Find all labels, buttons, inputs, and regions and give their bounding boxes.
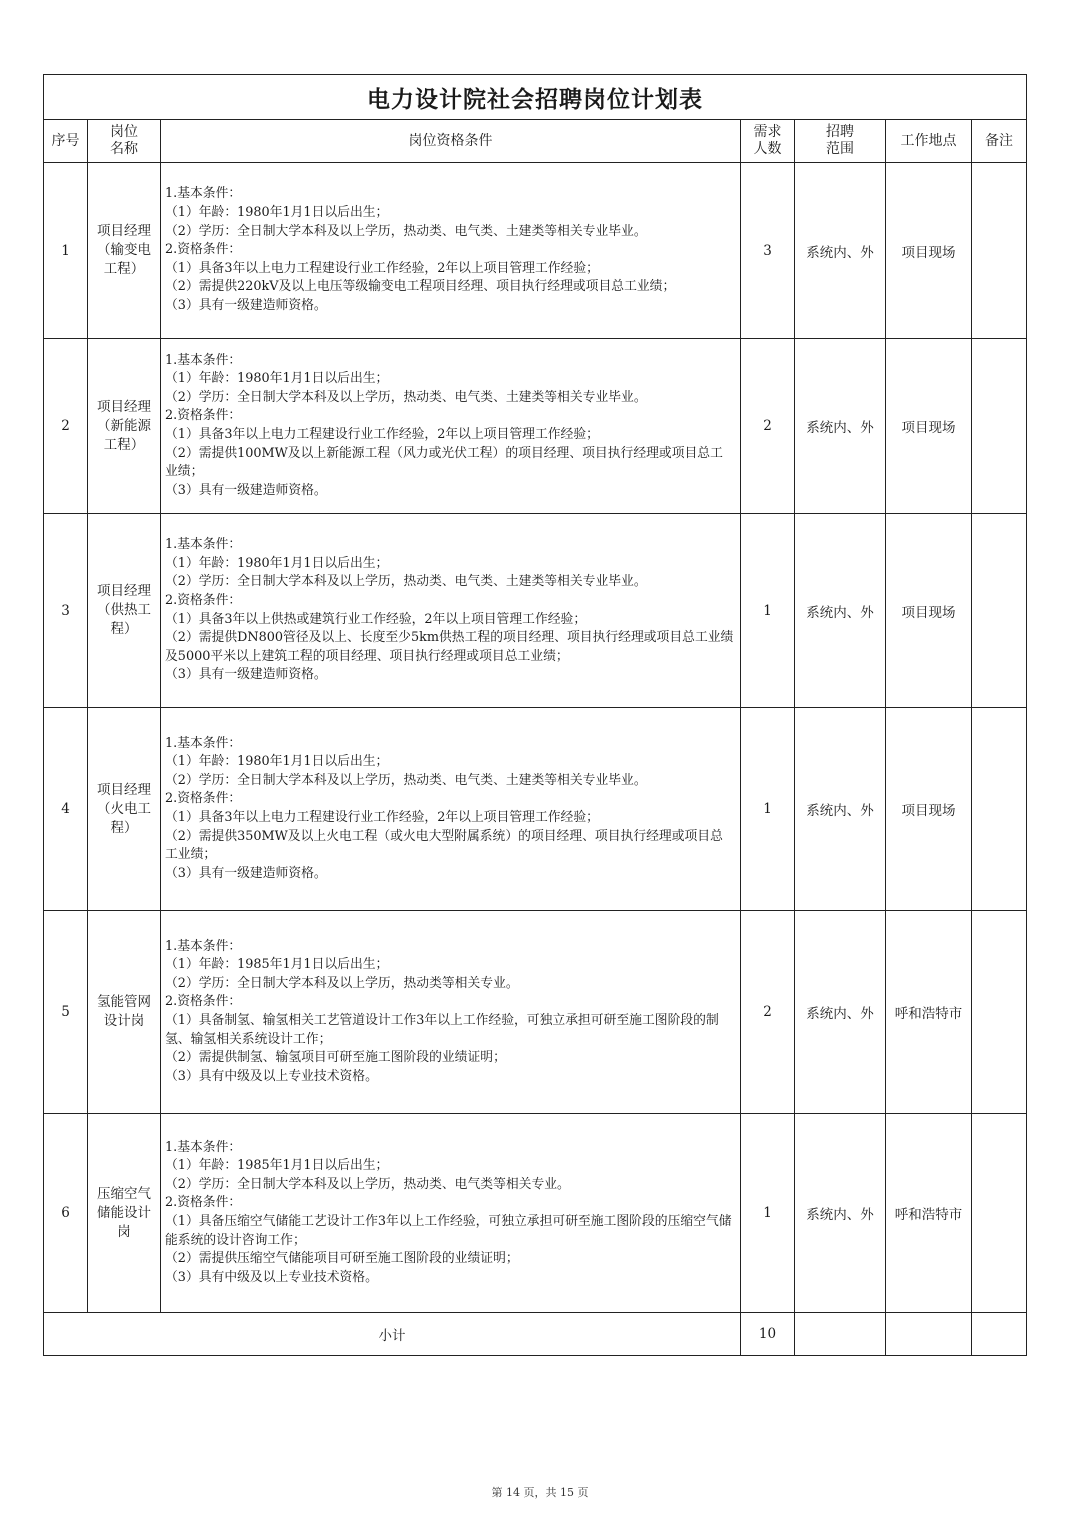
qualification-line: （2）需提供220kV及以上电压等级输变电工程项目经理、项目执行经理或项目总工业绩；	[165, 279, 676, 295]
subtotal-location	[886, 1313, 972, 1356]
row-count: 1	[741, 1114, 795, 1313]
row-scope: 系统内、外	[795, 1114, 886, 1313]
row-position: 氢能管网 设计岗	[88, 911, 161, 1114]
header-qualifications: 岗位资格条件	[161, 120, 741, 163]
row-count: 1	[741, 708, 795, 911]
row-scope: 系统内、外	[795, 708, 886, 911]
qualification-line: （3）具有一级建造师资格。	[165, 482, 327, 498]
header-remark: 备注	[972, 120, 1027, 163]
row-remark	[972, 1114, 1027, 1313]
qualification-line: 2.资格条件：	[165, 994, 242, 1010]
qualification-line: （1）年龄：1980年1月1日以后出生；	[165, 205, 389, 221]
qualification-line: （1）具备3年以上电力工程建设行业工作经验，2年以上项目管理工作经验；	[165, 427, 599, 442]
row-seq: 1	[44, 163, 88, 339]
qualification-line: （1）具备压缩空气储能工艺设计工作3年以上工作经验，可独立承担可研至施工图阶段的压缩空气储能系统的设计咨询工作；	[165, 1214, 732, 1248]
qualification-line: 1.基本条件：	[165, 938, 242, 954]
qualification-line: 1.基本条件：	[165, 735, 242, 751]
row-remark	[972, 339, 1027, 514]
qualification-line: （2）需提供制氢、输氢项目可研至施工图阶段的业绩证明；	[165, 1050, 506, 1066]
table-row	[44, 514, 1027, 708]
qualification-line: （2）学历：全日制大学本科及以上学历，热动类、电气类、土建类等相关专业毕业。	[165, 574, 647, 590]
row-count: 1	[741, 514, 795, 708]
qualification-line: （3）具有一级建造师资格。	[165, 297, 327, 313]
row-position: 项目经理 （供热工 程）	[88, 514, 161, 708]
qualification-line: （2）需提供350MW及以上火电工程（或火电大型附属系统）的项目经理、项目执行经理或项目总工业绩；	[165, 828, 723, 863]
row-remark	[972, 163, 1027, 339]
qualification-line: （2）学历：全日制大学本科及以上学历，热动类等相关专业。	[165, 975, 519, 991]
qualification-line: （3）具有一级建造师资格。	[165, 667, 327, 683]
row-remark	[972, 514, 1027, 708]
qualification-line: 2.资格条件：	[165, 1195, 242, 1211]
row-location: 项目现场	[886, 514, 972, 708]
qualification-line: （2）需提供压缩空气储能项目可研至施工图阶段的业绩证明；	[165, 1251, 519, 1267]
qualification-line: （1）具备3年以上电力工程建设行业工作经验，2年以上项目管理工作经验；	[165, 810, 599, 825]
subtotal-remark	[972, 1313, 1027, 1356]
qualification-line: （2）学历：全日制大学本科及以上学历，热动类、电气类、土建类等相关专业毕业。	[165, 772, 647, 788]
header-position: 岗位 名称	[88, 120, 161, 163]
row-seq: 2	[44, 339, 88, 514]
row-seq: 6	[44, 1114, 88, 1313]
row-qualifications	[161, 514, 741, 708]
qualification-line: 2.资格条件：	[165, 408, 242, 424]
row-seq: 3	[44, 514, 88, 708]
qualification-line: 2.资格条件：	[165, 242, 242, 258]
row-position: 项目经理 （输变电 工程）	[88, 163, 161, 339]
qualification-line: （2）需提供100MW及以上新能源工程（风力或光伏工程）的项目经理、项目执行经理或项目总工业绩；	[165, 445, 723, 480]
row-seq: 4	[44, 708, 88, 911]
row-count: 2	[741, 339, 795, 514]
row-position: 项目经理 （火电工 程）	[88, 708, 161, 911]
row-location: 项目现场	[886, 163, 972, 339]
row-qualifications	[161, 1114, 741, 1313]
subtotal-scope	[795, 1313, 886, 1356]
qualification-line: （1）具备3年以上供热或建筑行业工作经验，2年以上项目管理工作经验；	[165, 611, 587, 627]
qualification-line: （1）年龄：1980年1月1日以后出生；	[165, 371, 389, 387]
row-position: 项目经理 （新能源 工程）	[88, 339, 161, 514]
qualification-line: （2）学历：全日制大学本科及以上学历，热动类、电气类等相关专业。	[165, 1176, 570, 1192]
row-position: 压缩空气 储能设计 岗	[88, 1114, 161, 1313]
row-location: 呼和浩特市	[886, 911, 972, 1114]
qualification-line: 1.基本条件：	[165, 537, 242, 553]
qualification-line: （1）年龄：1985年1月1日以后出生；	[165, 1158, 389, 1174]
header-count: 需求 人数	[741, 120, 795, 163]
row-qualifications	[161, 708, 741, 911]
qualification-line: 2.资格条件：	[165, 791, 242, 807]
table-row	[44, 911, 1027, 1114]
subtotal-count: 10	[741, 1313, 795, 1356]
qualification-line: （2）学历：全日制大学本科及以上学历，热动类、电气类、土建类等相关专业毕业。	[165, 223, 647, 239]
qualification-line: 1.基本条件：	[165, 352, 242, 368]
table-row	[44, 339, 1027, 514]
row-count: 3	[741, 163, 795, 339]
row-location: 项目现场	[886, 708, 972, 911]
table-body	[44, 163, 1027, 1313]
page-footer: 第 14 页，共 15 页	[491, 1486, 589, 1499]
subtotal-label: 小计	[44, 1313, 741, 1356]
qualification-line: （1）具备制氢、输氢相关工艺管道设计工作3年以上工作经验，可独立承担可研至施工图阶段的制氢、输氢相关系统设计工作；	[165, 1013, 719, 1047]
qualification-line: （1）具备3年以上电力工程建设行业工作经验，2年以上项目管理工作经验；	[165, 260, 599, 276]
header-scope: 招聘 范围	[795, 120, 886, 163]
row-count: 2	[741, 911, 795, 1114]
row-seq: 5	[44, 911, 88, 1114]
qualification-line: （3）具有中级及以上专业技术资格。	[165, 1269, 378, 1285]
row-location: 呼和浩特市	[886, 1114, 972, 1313]
qualification-line: （1）年龄：1980年1月1日以后出生；	[165, 555, 389, 571]
row-remark	[972, 708, 1027, 911]
header-location: 工作地点	[886, 120, 972, 163]
qualification-line: 1.基本条件：	[165, 186, 242, 202]
table-title: 电力设计院社会招聘岗位计划表	[44, 75, 1027, 120]
row-scope: 系统内、外	[795, 339, 886, 514]
row-qualifications	[161, 163, 741, 339]
row-qualifications	[161, 339, 741, 514]
row-scope: 系统内、外	[795, 163, 886, 339]
qualification-line: （1）年龄：1980年1月1日以后出生；	[165, 754, 389, 770]
qualification-line: 1.基本条件：	[165, 1139, 242, 1155]
qualification-line: 2.资格条件：	[165, 592, 242, 608]
row-location: 项目现场	[886, 339, 972, 514]
row-scope: 系统内、外	[795, 514, 886, 708]
header-seq: 序号	[44, 120, 88, 163]
recruitment-table-sheet	[43, 74, 1026, 1356]
table-row	[44, 708, 1027, 911]
row-scope: 系统内、外	[795, 911, 886, 1114]
qualification-line: （1）年龄：1985年1月1日以后出生；	[165, 957, 389, 973]
row-qualifications	[161, 911, 741, 1114]
row-remark	[972, 911, 1027, 1114]
qualification-line: （3）具有一级建造师资格。	[165, 865, 327, 881]
header-row	[44, 120, 1027, 163]
table-row	[44, 1114, 1027, 1313]
qualification-line: （2）需提供DN800管径及以上、长度至少5km供热工程的项目经理、项目执行经理或项目总工业绩及5000平米以上建筑工程的项目经理、项目执行经理或项目总工业绩；	[165, 630, 734, 664]
table-row	[44, 163, 1027, 339]
subtotal-row	[44, 1313, 1027, 1356]
qualification-line: （2）学历：全日制大学本科及以上学历，热动类、电气类、土建类等相关专业毕业。	[165, 389, 647, 405]
qualification-line: （3）具有中级及以上专业技术资格。	[165, 1068, 378, 1084]
recruitment-table	[43, 74, 1027, 1356]
